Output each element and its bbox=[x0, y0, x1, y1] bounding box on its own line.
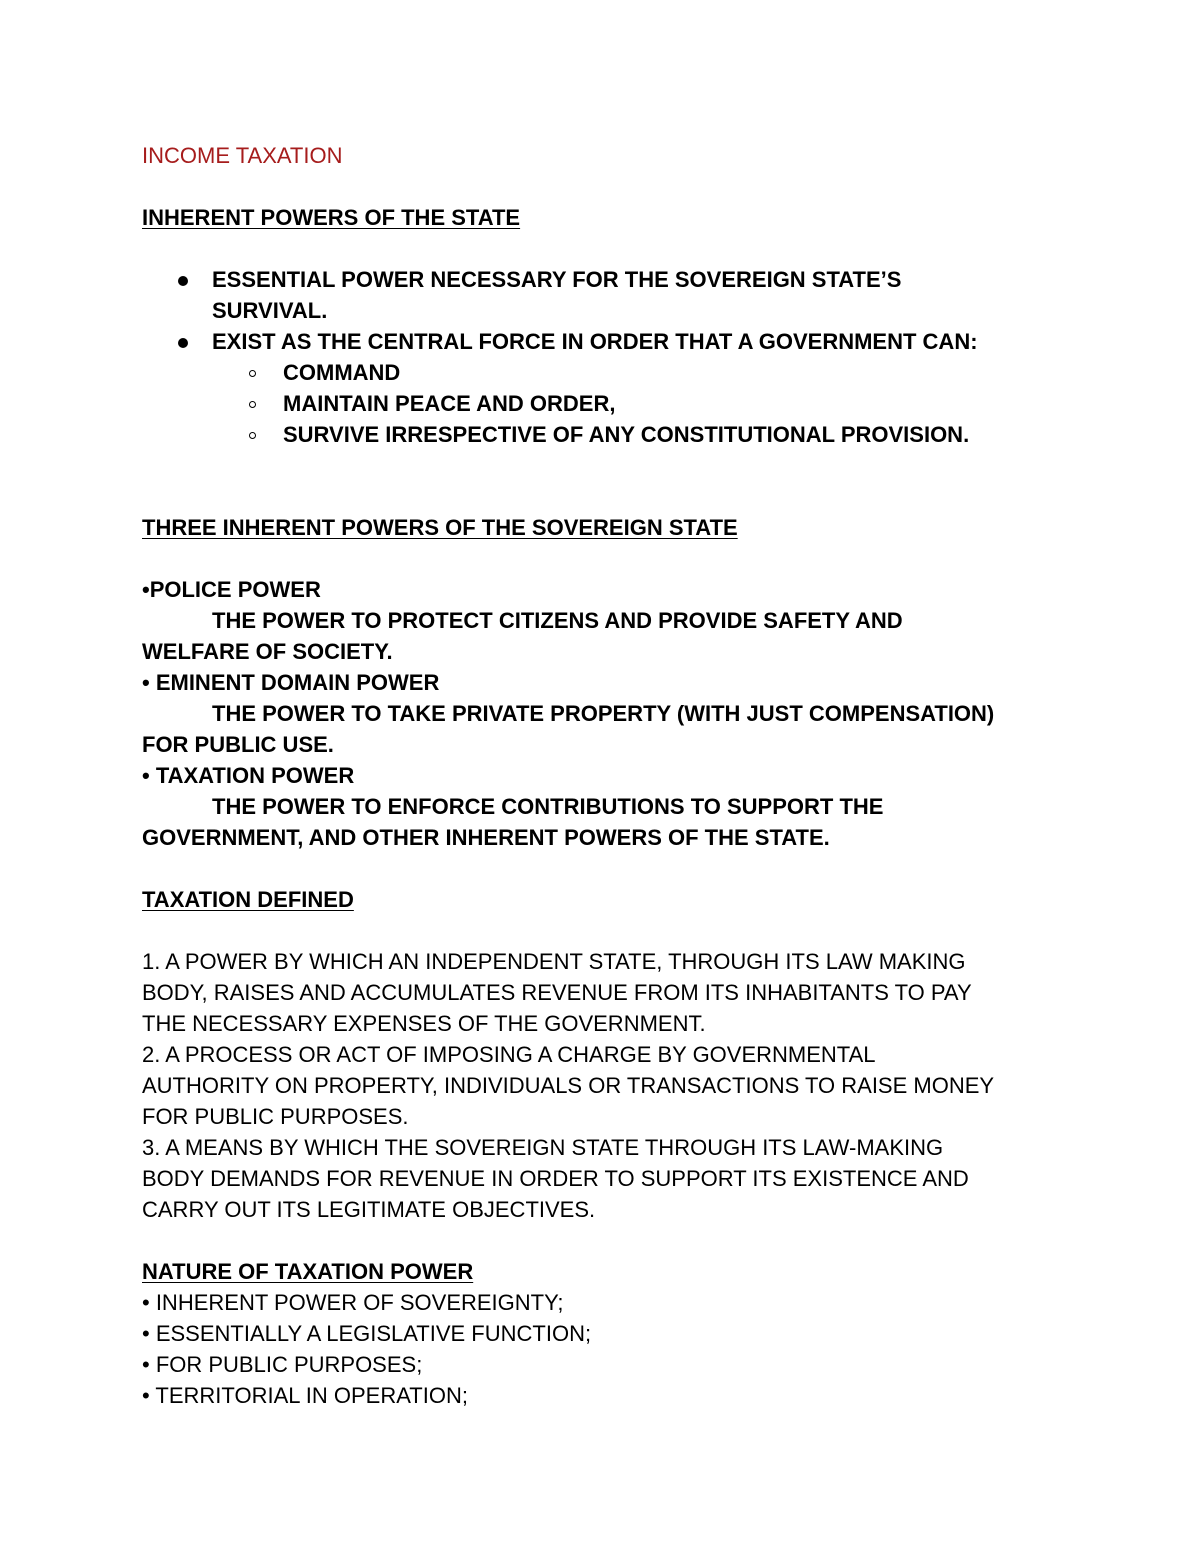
bullet-icon bbox=[178, 276, 188, 286]
power-description: THE POWER TO PROTECT CITIZENS AND PROVIDE SAFETY AND bbox=[212, 608, 903, 633]
definition-line: 2. A PROCESS OR ACT OF IMPOSING A CHARGE BY GOVERNMENTAL bbox=[142, 1042, 876, 1067]
bullet-line: EXIST AS THE CENTRAL FORCE IN ORDER THAT A GOVERNMENT CAN: bbox=[212, 329, 978, 354]
definition-line: 1. A POWER BY WHICH AN INDEPENDENT STATE, THROUGH ITS LAW MAKING bbox=[142, 949, 966, 974]
definition-line: THE NECESSARY EXPENSES OF THE GOVERNMENT. bbox=[142, 1011, 706, 1036]
section-heading-nature: NATURE OF TAXATION POWER bbox=[142, 1259, 474, 1284]
section-heading-taxation-defined: TAXATION DEFINED bbox=[142, 887, 354, 912]
definition-line: AUTHORITY ON PROPERTY, INDIVIDUALS OR TRANSACTIONS TO RAISE MONEY bbox=[142, 1073, 995, 1098]
power-description: FOR PUBLIC USE. bbox=[142, 732, 334, 757]
definition-line: FOR PUBLIC PURPOSES. bbox=[142, 1104, 409, 1129]
definition-line: BODY DEMANDS FOR REVENUE IN ORDER TO SUPPORT ITS EXISTENCE AND bbox=[142, 1166, 969, 1191]
hollow-bullet-icon bbox=[249, 370, 256, 377]
nature-item: • ESSENTIALLY A LEGISLATIVE FUNCTION; bbox=[142, 1321, 592, 1346]
nature-item: • TERRITORIAL IN OPERATION; bbox=[142, 1383, 468, 1408]
sub-bullet-line: SURVIVE IRRESPECTIVE OF ANY CONSTITUTIONAL PROVISION. bbox=[283, 422, 970, 447]
power-name: • EMINENT DOMAIN POWER bbox=[142, 670, 440, 695]
power-description: WELFARE OF SOCIETY. bbox=[142, 639, 393, 664]
power-description: THE POWER TO ENFORCE CONTRIBUTIONS TO SUPPORT THE bbox=[212, 794, 884, 819]
hollow-bullet-icon bbox=[249, 432, 256, 439]
nature-item: • FOR PUBLIC PURPOSES; bbox=[142, 1352, 423, 1377]
definition-line: BODY, RAISES AND ACCUMULATES REVENUE FROM ITS INHABITANTS TO PAY bbox=[142, 980, 972, 1005]
nature-item: • INHERENT POWER OF SOVEREIGNTY; bbox=[142, 1290, 564, 1315]
definition-line: 3. A MEANS BY WHICH THE SOVEREIGN STATE THROUGH ITS LAW-MAKING bbox=[142, 1135, 944, 1160]
power-description: GOVERNMENT, AND OTHER INHERENT POWERS OF THE STATE. bbox=[142, 825, 830, 850]
power-name: •POLICE POWER bbox=[142, 577, 321, 602]
power-name: • TAXATION POWER bbox=[142, 763, 355, 788]
sub-bullet-line: MAINTAIN PEACE AND ORDER, bbox=[283, 391, 616, 416]
document-title: INCOME TAXATION bbox=[142, 143, 343, 168]
power-description: THE POWER TO TAKE PRIVATE PROPERTY (WITH JUST COMPENSATION) bbox=[212, 701, 995, 726]
section-heading-three-powers: THREE INHERENT POWERS OF THE SOVEREIGN STATE bbox=[142, 515, 738, 540]
section-heading-inherent-powers: INHERENT POWERS OF THE STATE bbox=[142, 205, 521, 230]
bullet-line: ESSENTIAL POWER NECESSARY FOR THE SOVEREIGN STATE’S bbox=[212, 267, 902, 292]
bullet-icon bbox=[178, 338, 188, 348]
hollow-bullet-icon bbox=[249, 401, 256, 408]
definition-line: CARRY OUT ITS LEGITIMATE OBJECTIVES. bbox=[142, 1197, 596, 1222]
bullet-line: SURVIVAL. bbox=[212, 298, 328, 323]
sub-bullet-line: COMMAND bbox=[283, 360, 401, 385]
